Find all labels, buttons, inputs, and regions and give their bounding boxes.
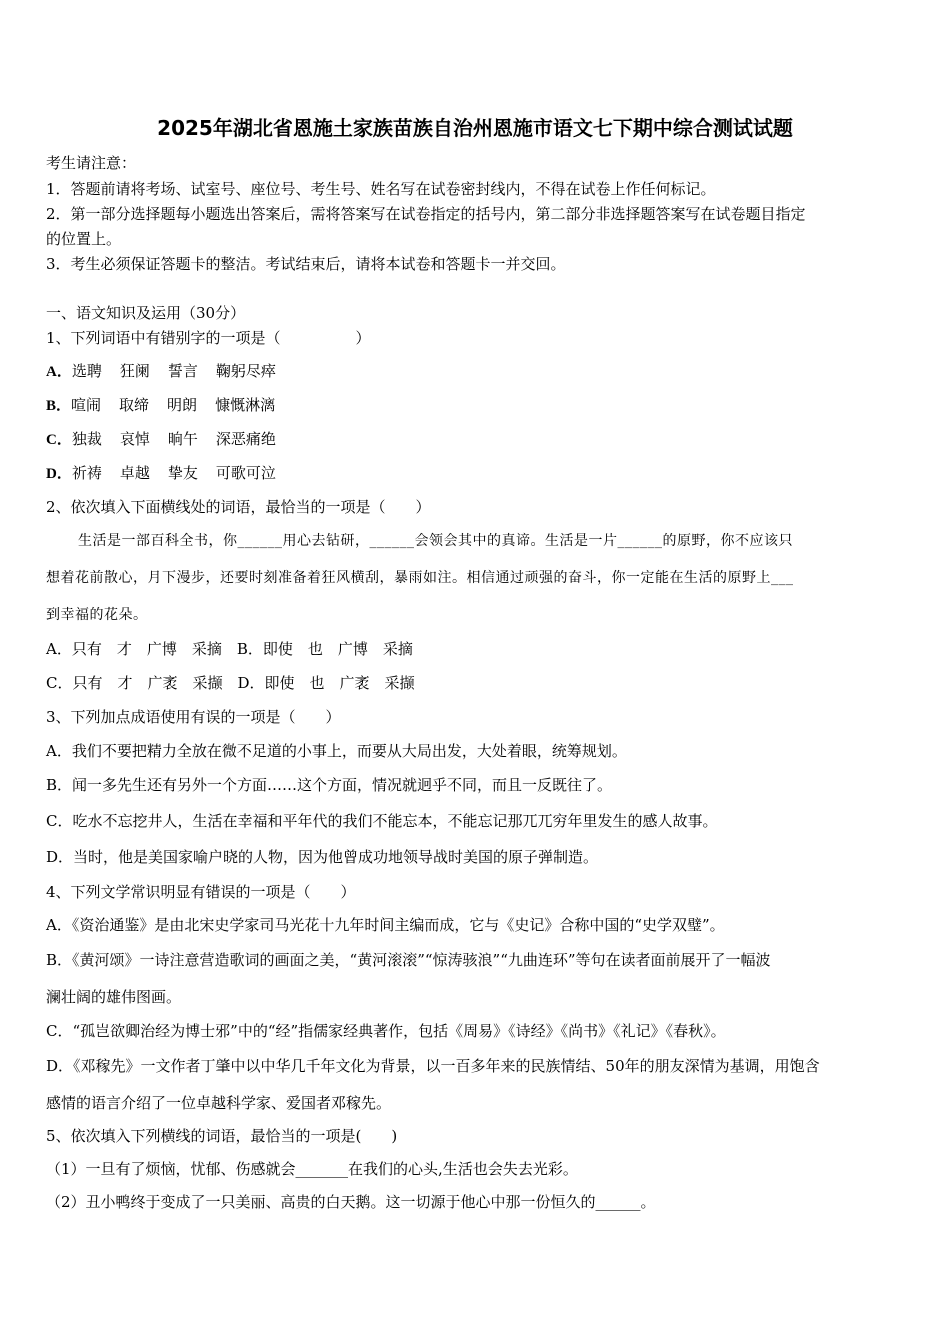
question-1-option-d: D．祈祷 卓越 挚友 可歌可泣 [46,464,276,482]
question-3-stem: 3、下列加点成语使用有误的一项是（ ） [46,708,341,726]
question-4-line: 澜壮阔的雄伟图画。 [46,988,182,1006]
question-5-stem: 5、依次填入下列横线的词语，最恰当的一项是( ) [46,1127,398,1145]
section-heading: 一、语文知识及运用（30分） [46,304,246,322]
notice-item: 1．答题前请将考场、试室号、座位号、考生号、姓名写在试卷密封线内，不得在试卷上作任何标记。 [46,180,716,198]
question-3-option: D．当时，他是美国家喻户晓的人物，因为他曾成功地领导战时美国的原子弹制造。 [46,848,599,866]
notice-item: 3．考生必须保证答题卡的整洁。考试结束后，请将本试卷和答题卡一并交回。 [46,255,566,273]
question-3-option: B．闻一多先生还有另外一个方面……这个方面，情况就迥乎不同，而且一反既往了。 [46,776,613,794]
question-4-stem: 4、下列文学常识明显有错误的一项是（ ） [46,883,356,901]
page-title: 2025年湖北省恩施土家族苗族自治州恩施市语文七下期中综合测试试题 [157,116,793,140]
question-4-line: A．《资治通鉴》是由北宋史学家司马光花十九年时间主编而成，它与《史记》合称中国的“史学双璧”。 [46,916,725,934]
question-3-option: A．我们不要把精力全放在微不足道的小事上，而要从大局出发，大处着眼，统筹规划。 [46,742,627,760]
question-2-passage: 想着花前散心，月下漫步，还要时刻准备着狂风横刮，暴雨如注。相信通过顽强的奋斗，你一定能在生活的原野上___ [46,570,794,586]
question-4-line: B．《黄河颂》一诗注意营造歌词的画面之美，“黄河滚滚”“惊涛骇浪”“九曲连环”等句在读者面前展开了一幅波 [46,951,771,969]
question-5-item: （2）丑小鸭终于变成了一只美丽、高贵的白天鹅。这一切源于他心中那一份恒久的______。 [46,1193,656,1211]
question-4-line: C．“孤岂欲卿治经为博士邪”中的“经”指儒家经典著作，包括《周易》《诗经》《尚书》《礼记》《春秋》。 [46,1022,726,1040]
question-4-line: 感情的语言介绍了一位卓越科学家、爱国者邓稼先。 [46,1094,392,1112]
question-1-stem: 1、下列词语中有错别字的一项是（ ） [46,329,371,347]
question-1-option-a: A．选聘 狂阑 誓言 鞠躬尽瘁 [46,362,276,380]
question-2-passage: 到幸福的花朵。 [46,607,148,623]
question-4-line: D．《邓稼先》一文作者丁肇中以中华几千年文化为背景，以一百多年来的民族情结、50年的朋友深情为基调，用饱含 [46,1057,820,1075]
question-2-options: A．只有 才 广博 采摘 B．即使 也 广博 采摘 [46,640,413,658]
question-1-option-c: C．独裁 哀悼 晌午 深恶痛绝 [46,430,276,448]
notice-heading: 考生请注意： [46,154,137,172]
notice-item: 2．第一部分选择题每小题选出答案后，需将答案写在试卷指定的括号内，第二部分非选择题答案写在试卷题目指定 [46,205,806,223]
question-2-stem: 2、依次填入下面横线处的词语，最恰当的一项是（ ） [46,498,431,516]
notice-item: 的位置上。 [46,230,122,248]
question-2-options: C．只有 才 广袤 采撷 D．即使 也 广袤 采撷 [46,674,415,692]
question-3-option: C．吃水不忘挖井人，生活在幸福和平年代的我们不能忘本，不能忘记那兀兀穷年里发生的感人故事。 [46,812,718,830]
question-1-option-b: B．喧闹 取缔 明朗 慷慨淋漓 [46,396,276,414]
question-2-passage: 生活是一部百科全书，你______用心去钻研，______会领会其中的真谛。生活是一片______的原野，你不应该只 [78,533,793,549]
question-5-item: （1）一旦有了烦恼，忧郁、伤感就会_______在我们的心头,生活也会失去光彩。 [46,1160,578,1178]
